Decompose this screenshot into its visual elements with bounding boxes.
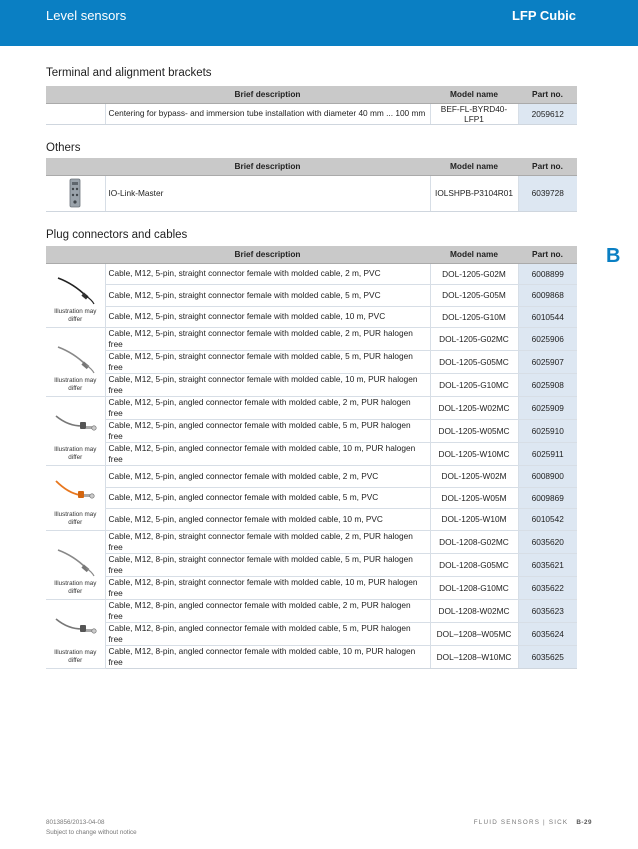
row-model: DOL-1205-G05MC [430, 351, 518, 374]
illustration-note: Illustration may differ [54, 510, 97, 526]
row-part: 6008900 [518, 466, 577, 488]
table-row [46, 285, 577, 307]
table-row [46, 103, 577, 125]
column-header-model: Model name [430, 86, 518, 103]
row-description: Cable, M12, 8-pin, straight connector female with molded cable, 2 m, PUR halogen free [105, 530, 430, 553]
row-part: 6009868 [518, 285, 577, 307]
table-row [46, 553, 577, 576]
column-header-model: Model name [430, 158, 518, 175]
chapter-marker: B [606, 245, 621, 267]
column-header-description: Brief description [105, 158, 430, 175]
row-description: Cable, M12, 5-pin, angled connector female with molded cable, 2 m, PUR halogen free [105, 397, 430, 420]
section-title-brackets: Terminal and alignment brackets [46, 67, 212, 79]
row-part: 6025906 [518, 328, 577, 351]
table-row [46, 328, 577, 351]
illustration-note: Illustration may differ [54, 446, 97, 461]
row-part: 6035625 [518, 645, 577, 668]
row-part: 6035620 [518, 530, 577, 553]
row-part: 6039728 [518, 175, 577, 211]
row-model: DOL-1208-G02MC [430, 530, 518, 553]
angled-cable-grey-icon [52, 412, 98, 446]
row-description: IO-Link-Master [105, 175, 430, 211]
row-description: Cable, M12, 5-pin, straight connector female with molded cable, 10 m, PUR halogen free [105, 374, 430, 397]
section-title-plugs: Plug connectors and cables [46, 229, 188, 241]
header-product: LFP Cubic [511, 8, 576, 23]
column-header-part: Part no. [518, 158, 577, 175]
row-description: Cable, M12, 5-pin, angled connector female with molded cable, 10 m, PUR halogen free [105, 443, 430, 466]
io-link-master-icon [68, 178, 82, 208]
table-header-row [46, 158, 577, 175]
row-model: DOL-1205-W02M [430, 466, 518, 488]
others-table [46, 158, 577, 212]
table-header-row [46, 86, 577, 103]
straight-cable-black-icon [52, 274, 98, 308]
row-description: Cable, M12, 8-pin, angled connector female with molded cable, 5 m, PUR halogen free [105, 622, 430, 645]
section-title-others: Others [46, 142, 81, 154]
row-description: Cable, M12, 5-pin, angled connector female with molded cable, 5 m, PUR halogen free [105, 420, 430, 443]
straight-cable-grey-icon [52, 546, 98, 580]
row-description: Cable, M12, 5-pin, angled connector female with molded cable, 2 m, PVC [105, 466, 430, 488]
row-part: 6035623 [518, 599, 577, 622]
row-model: DOL-1208-G10MC [430, 576, 518, 599]
column-header-model: Model name [430, 246, 518, 263]
row-model: DOL-1205-G02M [430, 263, 518, 285]
row-part: 6025908 [518, 374, 577, 397]
row-model: DOL-1205-G10MC [430, 374, 518, 397]
table-row [46, 622, 577, 645]
row-model: DOL-1205-W05M [430, 487, 518, 509]
row-model: DOL-1205-G02MC [430, 328, 518, 351]
table-header-row [46, 246, 577, 263]
brackets-table [46, 86, 577, 125]
row-part: 6025910 [518, 420, 577, 443]
row-part: 6010544 [518, 306, 577, 328]
row-model: BEF-FL-BYRD40-LFP1 [430, 103, 518, 125]
row-model: DOL–1208–W10MC [430, 645, 518, 668]
plugs-table [46, 246, 577, 669]
row-model: DOL-1208-G05MC [430, 553, 518, 576]
row-description: Cable, M12, 8-pin, straight connector female with molded cable, 5 m, PUR halogen free [105, 553, 430, 576]
table-row [46, 576, 577, 599]
row-part: 6035622 [518, 576, 577, 599]
io-link-master-image [46, 175, 105, 211]
row-model: DOL-1205-W10MC [430, 443, 518, 466]
cable-image-cell [46, 328, 105, 397]
table-row [46, 443, 577, 466]
table-row [46, 466, 577, 488]
table-row [46, 306, 577, 328]
illustration-note: Illustration may differ [54, 648, 97, 664]
row-model: IOLSHPB-P3104R01 [430, 175, 518, 211]
row-part: 6025911 [518, 443, 577, 466]
row-model: DOL-1205-G05M [430, 285, 518, 307]
row-model: DOL-1205-W02MC [430, 397, 518, 420]
row-description: Cable, M12, 5-pin, straight connector female with molded cable, 2 m, PUR halogen free [105, 328, 430, 351]
row-description: Cable, M12, 5-pin, straight connector female with molded cable, 2 m, PVC [105, 263, 430, 285]
row-part: 6009869 [518, 487, 577, 509]
table-row [46, 599, 577, 622]
table-row [46, 530, 577, 553]
footer-brand-text: FLUID SENSORS | SICK [473, 819, 569, 826]
footer-brand [474, 819, 592, 826]
cable-image-cell [46, 530, 105, 599]
angled-cable-grey-icon [52, 615, 98, 649]
row-model: DOL-1205-W10M [430, 509, 518, 531]
illustration-note: Illustration may differ [54, 308, 97, 323]
illustration-note: Illustration may differ [54, 377, 97, 392]
straight-cable-grey-icon [52, 343, 98, 377]
row-model: DOL–1208–W05MC [430, 622, 518, 645]
row-part: 6008899 [518, 263, 577, 285]
cable-image-cell [46, 599, 105, 668]
table-row [46, 487, 577, 509]
cable-image-cell [46, 263, 105, 328]
table-row [46, 263, 577, 285]
row-description: Cable, M12, 5-pin, straight connector female with molded cable, 5 m, PUR halogen free [105, 351, 430, 374]
page-number: B-29 [576, 819, 592, 826]
column-header-description: Brief description [105, 86, 430, 103]
row-part: 6035621 [518, 553, 577, 576]
header-category: Level sensors [46, 8, 127, 23]
row-description: Cable, M12, 5-pin, straight connector female with molded cable, 10 m, PVC [105, 306, 430, 328]
table-row [46, 420, 577, 443]
row-part: 2059612 [518, 103, 577, 125]
page-header [0, 0, 638, 46]
column-header-description: Brief description [105, 246, 430, 263]
row-part: 6010542 [518, 509, 577, 531]
row-description: Cable, M12, 8-pin, angled connector female with molded cable, 10 m, PUR halogen free [105, 645, 430, 668]
table-row [46, 175, 577, 211]
angled-cable-orange-icon [52, 477, 98, 511]
row-part: 6025907 [518, 351, 577, 374]
row-model: DOL-1205-W05MC [430, 420, 518, 443]
row-description: Cable, M12, 8-pin, straight connector female with molded cable, 10 m, PUR halogen free [105, 576, 430, 599]
footer-doc-id: 8013856/2013-04-08 [46, 819, 105, 826]
table-row [46, 397, 577, 420]
row-description: Cable, M12, 5-pin, straight connector female with molded cable, 5 m, PVC [105, 285, 430, 307]
row-part: 6035624 [518, 622, 577, 645]
table-row [46, 374, 577, 397]
row-description: Cable, M12, 5-pin, angled connector female with molded cable, 10 m, PVC [105, 509, 430, 531]
row-description: Cable, M12, 8-pin, angled connector female with molded cable, 2 m, PUR halogen free [105, 599, 430, 622]
row-model: DOL-1208-W02MC [430, 599, 518, 622]
row-part: 6025909 [518, 397, 577, 420]
footer-disclaimer: Subject to change without notice [46, 829, 137, 836]
row-description: Centering for bypass- and immersion tube installation with diameter 40 mm ... 100 mm [105, 103, 430, 125]
cable-image-cell [46, 466, 105, 531]
row-description: Cable, M12, 5-pin, angled connector female with molded cable, 5 m, PVC [105, 487, 430, 509]
column-header-part: Part no. [518, 86, 577, 103]
table-row [46, 351, 577, 374]
table-row [46, 645, 577, 668]
row-model: DOL-1205-G10M [430, 306, 518, 328]
cable-image-cell [46, 397, 105, 466]
table-row [46, 509, 577, 531]
illustration-note: Illustration may differ [54, 579, 97, 595]
column-header-part: Part no. [518, 246, 577, 263]
